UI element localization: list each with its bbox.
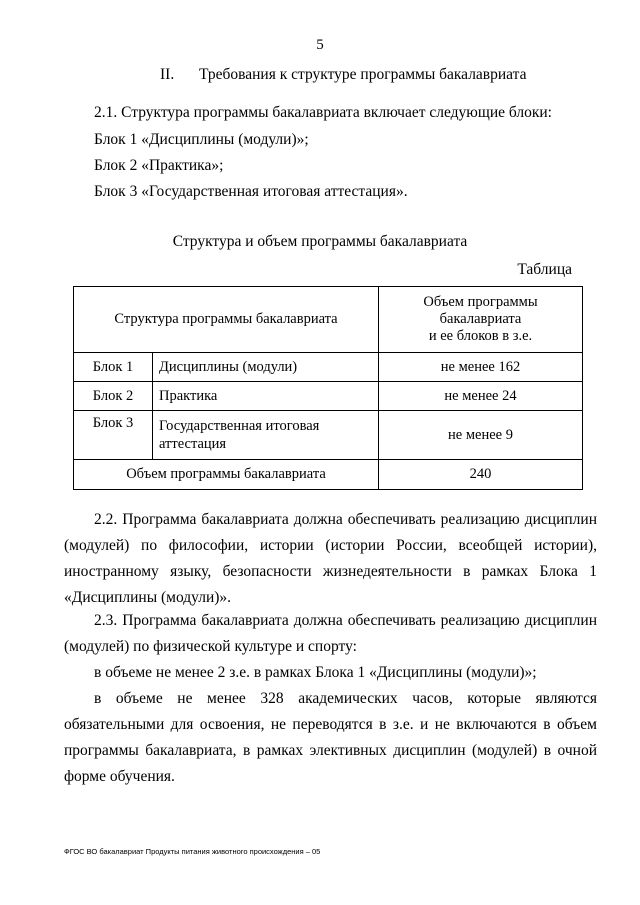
paragraph-2-3-item-2: в объеме не менее 328 академических часов, которые являются обязательными для освоения, не переводятся в з.е. и не включаются в объем программы бакалавриата, в рамках элективных дисциплин (модулей) в очной форме обучения. [64,690,597,785]
footer-note: ФГОС ВО бакалавриат Продукты питания животного происхождения – 05 [64,847,321,856]
table-header-row [74,287,583,353]
row-name: Практика [153,382,379,411]
table-title: Структура и объем программы бакалавриата [172,233,468,250]
paragraph-2-3-lead: 2.3. Программа бакалавриата должна обеспечивать реализацию дисциплин (модулей) по физической культуре и спорту: [64,612,597,655]
row-volume: не менее 162 [379,353,583,382]
section-number: II. [160,66,175,83]
table-row [74,382,583,411]
paragraph-2-3-item-1: в объеме не менее 2 з.е. в рамках Блока 1 «Дисциплины (модули)»; [94,664,537,681]
page-number: 5 [316,37,324,53]
paragraph-2-3 [64,608,597,790]
header-volume-line-2: бакалавриата [439,311,522,327]
header-volume [379,287,583,353]
block-list-item-1: Блок 1 «Дисциплины (модули)»; [94,131,309,148]
row-name: Государственная итоговая аттестация [153,411,379,460]
row-name: Дисциплины (модули) [153,353,379,382]
total-value: 240 [379,460,583,490]
table-total-row [74,460,583,490]
block-list-item-2: Блок 2 «Практика»; [94,157,224,174]
header-volume-line-1: Объем программы [423,294,538,310]
structure-table [73,286,583,490]
row-volume: не менее 24 [379,382,583,411]
total-label: Объем программы бакалавриата [74,460,379,490]
intro-lead: 2.1. Структура программы бакалавриата включает следующие блоки: [94,104,552,121]
row-block: Блок 3 [74,411,153,460]
table-row [74,353,583,382]
row-volume: не менее 9 [379,411,583,460]
section-title: Требования к структуре программы бакалавриата [199,66,527,83]
paragraph-2-2: 2.2. Программа бакалавриата должна обеспечивать реализацию дисциплин (модулей) по философии, истории (истории России, всеобщей истории), иностранному языку, безопасности жизнедеятельности в рамках Блока 1 «Дисциплины (модули)». [64,511,597,606]
row-block: Блок 2 [74,382,153,411]
header-structure: Структура программы бакалавриата [74,287,379,353]
header-volume-line-3: и ее блоков в з.е. [428,328,533,344]
table-row [74,411,583,460]
row-block: Блок 1 [74,353,153,382]
table-label: Таблица [517,261,572,278]
block-list-item-3: Блок 3 «Государственная итоговая аттестация». [94,183,408,200]
